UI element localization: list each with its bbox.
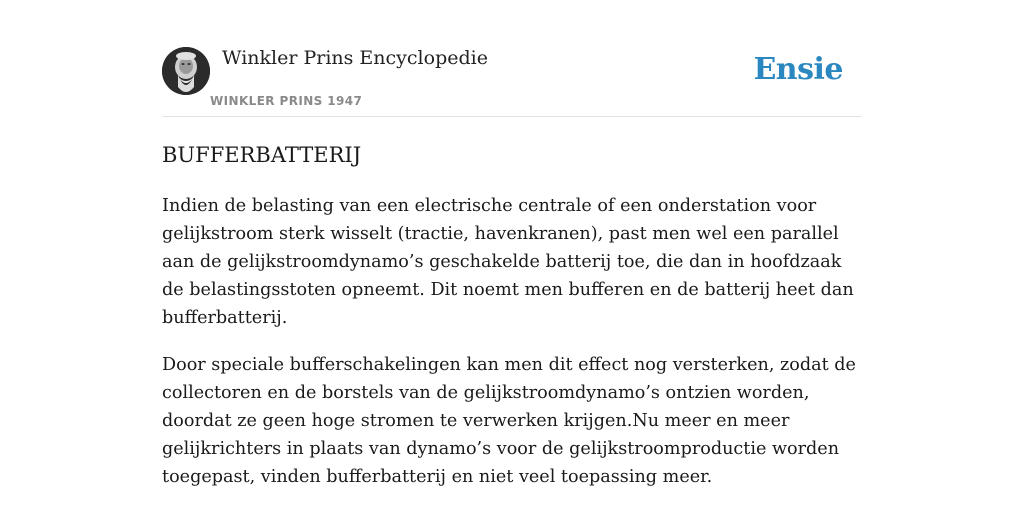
ensie-logo[interactable]: Ensie — [753, 52, 843, 87]
article-paragraph-2: Door speciale bufferschakelingen kan men dit effect nog versterken, zodat de collectoren en de borstels van de gelijkstroomdynamo’s ontzien worden, doordat ze geen hoge stromen te verwerken krijgen.Nu meer en meer gelijkrichters in plaats van dynamo’s voor de gelijkstroomproductie worden toegepast, vinden bufferbatterij en niet veel toepassing meer. — [162, 355, 856, 487]
site-title[interactable]: Winkler Prins Encyclopedie — [222, 47, 488, 69]
site-subtitle[interactable]: WINKLER PRINS 1947 — [210, 94, 363, 108]
site-header — [162, 46, 862, 117]
article-body — [162, 140, 862, 491]
author-avatar[interactable] — [162, 47, 210, 95]
article-paragraph-1: Indien de belasting van een electrische centrale of een onderstation voor gelijkstroom sterk wisselt (tractie, havenkranen), past men wel een parallel aan de gelijkstroomdynamo’s geschakelde batterij toe, die dan in hoofdzaak de belastingsstoten opneemt. Dit noemt men bufferen en de batterij heet dan bufferbatterij. — [162, 196, 854, 328]
portrait-photo-icon — [162, 47, 210, 95]
article-title: BUFFERBATTERIJ — [162, 143, 362, 167]
